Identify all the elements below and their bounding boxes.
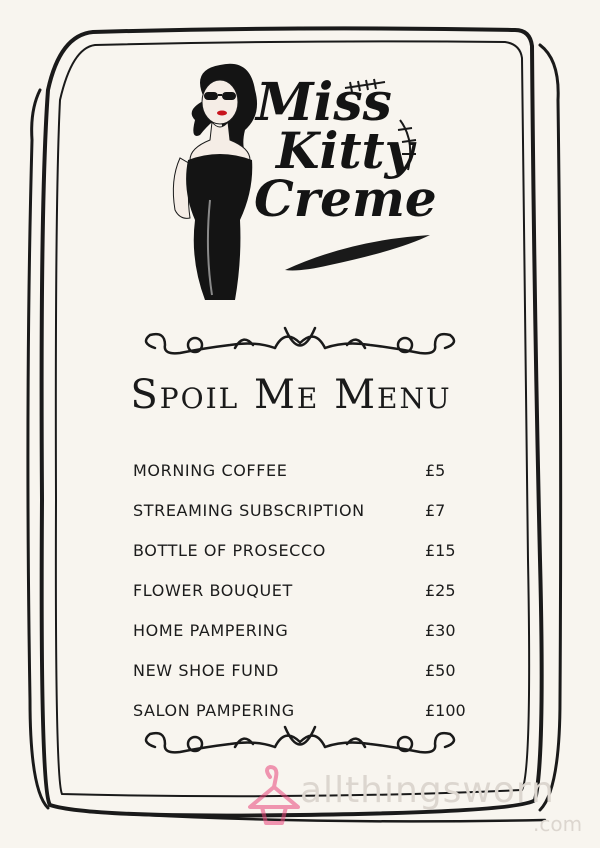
menu-item <box>133 450 473 490</box>
woman-illustration <box>173 64 257 300</box>
menu-item-price: £7 <box>425 500 446 520</box>
wordmark-line-3: Creme <box>254 168 437 228</box>
menu-item-name: FLOWER BOUQUET <box>133 580 293 600</box>
menu-item-price: £15 <box>425 540 456 560</box>
top-flourish-divider <box>135 323 465 363</box>
brand-wordmark <box>248 72 448 228</box>
menu-item-name: MORNING COFFEE <box>133 460 288 480</box>
menu-item-price: £30 <box>425 620 456 640</box>
menu-item-name: HOME PAMPERING <box>133 620 289 640</box>
menu-item-price: £25 <box>425 580 456 600</box>
bottom-flourish-divider <box>135 722 465 762</box>
menu-item <box>133 650 473 690</box>
watermark-text: allthingsworn <box>300 770 555 811</box>
wordmark-line-2: Kitty <box>276 121 414 181</box>
menu-item-price: £50 <box>425 660 456 680</box>
menu-item <box>133 570 473 610</box>
menu-item <box>133 490 473 530</box>
menu-item-price: £100 <box>425 700 466 720</box>
menu-item-price: £5 <box>425 460 446 480</box>
menu-title: Spoil Me Menu <box>130 372 452 418</box>
watermark-domain: .com <box>533 812 583 836</box>
menu-item-name: BOTTLE OF PROSECCO <box>133 540 326 560</box>
wordmark-line-1: Miss <box>256 72 392 133</box>
menu-item <box>133 530 473 570</box>
menu-item <box>133 610 473 650</box>
menu-list <box>133 450 473 730</box>
menu-item-name: SALON PAMPERING <box>133 700 295 720</box>
menu-item-name: STREAMING SUBSCRIPTION <box>133 500 365 520</box>
menu-item-name: NEW SHOE FUND <box>133 660 279 680</box>
